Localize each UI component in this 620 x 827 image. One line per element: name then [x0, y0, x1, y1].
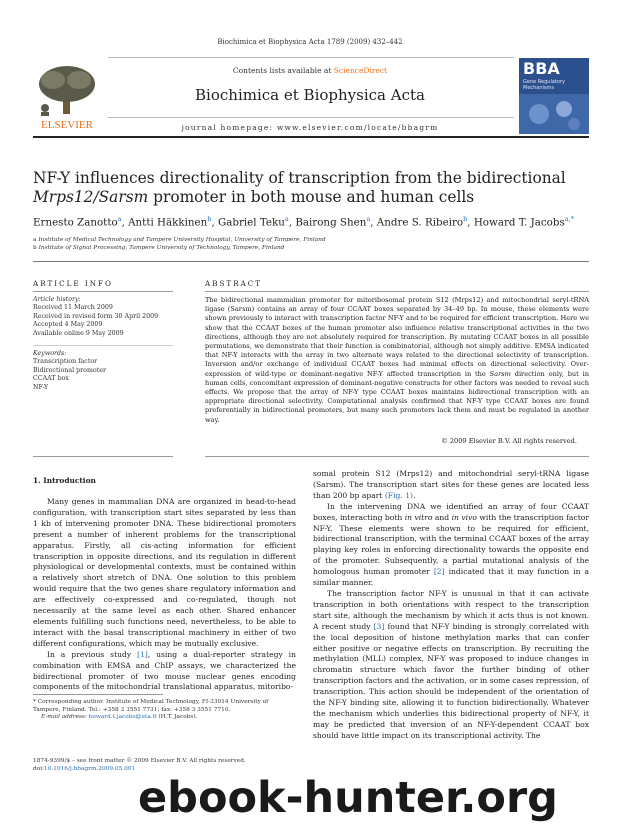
- elsevier-wordmark: ELSEVIER: [41, 119, 93, 131]
- affiliation-text: Institute of Medical Technology and Tampere University Hospital, University of Tampere, Finland: [38, 237, 326, 243]
- text-span: somal protein S12 (Mrps12) and mitochondrial seryl-tRNA ligase (Sarsm). The transcription start sites for these genes are located less than 200 bp apart: [313, 469, 589, 500]
- abstract-part-1: The bidirectional mammalian promoter for mitoribosomal protein S12 (Mrps12) and mitochondrial seryl-tRNA ligase (Sarsm) contains an array of four CCAAT boxes separated by 34–49 bp. In mouse, these elements were shown previously to interact with transcription factor NF-Y and to be required for efficient transcription. Here we show that the CCAAT boxes of the human promoter also influence relative transcriptional activities in the two directions, although they are not absolutely required for transcription. By mutating CCAAT boxes in all possible permutations, we demonstrate that their function is combinatorial, although not simply additive. EMSA indicated that NF-Y interacts with the array in two alternate ways related to the directional selectivity of transcription. Inversion and/or exchange of individual CCAAT boxes had minimal effects on directional selectivity. Over-expression of wild-type or dominant-negative NF-Y affected transcription in the: [205, 296, 589, 378]
- history-item: Available online 9 May 2009: [33, 329, 124, 337]
- reference-link[interactable]: [3]: [373, 621, 385, 631]
- author-affiliation-mark[interactable]: b: [463, 215, 468, 223]
- history-item: Accepted 4 May 2009: [33, 321, 103, 329]
- intro-paragraph-1: Many genes in mammalian DNA are organized in head-to-head configuration, with transcription start sites separated by less than 1 kb of intervening promoter DNA. These bidirectional promoters present a number of inherent problems for the transcriptional apparatus. Firstly, all cis-acting information for efficient transcription in opposite directions, and its regulation in different physiological or developmental contexts, must be contained within a relatively short stretch of DNA. One solution to this problem would require that the two genes share regulatory information and are effectively co-expressed and co-regulated, though not necessarily at the same level as each other. Shared enhancer elements fulfilling such functions need, nevertheless, to be able to interact with the basal transcriptional machinery in either of two different configurations, which may be mutually exclusive.: [33, 497, 296, 648]
- cover-subtitle: Gene Regulatory Mechanisms: [523, 79, 565, 91]
- title-part-1: NF-Y influences directionality of transcription from the bidirectional: [33, 169, 566, 187]
- figure-link[interactable]: (Fig. 1): [384, 490, 413, 500]
- text-span: with the transcription factor NF-Y. These elements were shown to be required for efficient, bidirectional transcription, with the terminal CCAAT boxes of the array playing key roles in enforcing directionality towards the opposite end of the promoter. Subsequently, a partial mutational analysis of the homologous human promoter: [313, 512, 589, 577]
- text-span: indicated that it may function in a similar manner.: [313, 567, 589, 588]
- reference-link[interactable]: [1]: [137, 649, 148, 659]
- contents-prefix: Contents lists available at: [232, 66, 334, 75]
- text-span: In a previous study: [47, 649, 138, 659]
- affiliation-text: Institute of Signal Processing, Tampere University of Technology, Tampere, Finland: [38, 245, 285, 251]
- body-column-right: [313, 469, 589, 742]
- contents-line: [185, 66, 435, 75]
- author-name: Howard T. Jacobs: [473, 216, 565, 229]
- email-label: E-mail address:: [41, 714, 89, 721]
- front-matter-rule-left: [33, 456, 173, 457]
- author-affiliation-mark[interactable]: a,*: [564, 215, 574, 223]
- intro-paragraph-4: [313, 589, 589, 742]
- intro-paragraph-2: [33, 650, 296, 694]
- article-info-rule: [33, 291, 173, 292]
- sciencedirect-link[interactable]: ScienceDirect: [333, 66, 388, 75]
- intro-paragraph-3: [313, 502, 589, 589]
- copyright-notice: © 2009 Elsevier B.V. All rights reserved.: [441, 437, 577, 445]
- author-affiliation-mark[interactable]: a: [284, 215, 289, 223]
- header-thick-rule: [33, 136, 589, 138]
- author-list: Ernesto Zanotto$^a$, Antti Häkkinen$^b$, Gabriel Teku$^a$, Bairong Shen$^a$, Andre S. Ribeiro$^b$, Howard T. Jacobs$^{a,*}$: [33, 215, 574, 229]
- front-matter-rule-right: [205, 456, 589, 457]
- text-span: .: [413, 490, 416, 500]
- abstract-gene-name: Sarsm: [489, 369, 511, 378]
- issn-block: [33, 758, 296, 773]
- footnote-rule: [33, 694, 163, 695]
- author-name: Andre S. Ribeiro: [376, 216, 464, 229]
- author-name: Gabriel Teku: [218, 216, 285, 229]
- elsevier-logo: [33, 62, 101, 132]
- doi-prefix: doi:: [33, 765, 45, 772]
- article-history: [33, 296, 183, 338]
- journal-homepage-link[interactable]: journal homepage: www.elsevier.com/locate/bbagrm: [181, 123, 439, 132]
- site-watermark: ebook-hunter.org: [138, 773, 558, 823]
- text-span: and: [432, 512, 452, 522]
- author-name: Antti Häkkinen: [128, 216, 208, 229]
- body-column-left: [33, 497, 296, 693]
- cover-title: BBA: [523, 59, 560, 78]
- author-affiliation-mark[interactable]: a: [117, 215, 122, 223]
- journal-cover-image: [519, 58, 589, 134]
- introduction-heading: 1. Introduction: [33, 476, 96, 485]
- doi-link[interactable]: 10.1016/j.bbagrm.2009.05.001: [44, 765, 136, 772]
- header-rule-mid: [108, 117, 514, 118]
- abstract-heading: ABSTRACT: [205, 279, 263, 288]
- author-affiliation-mark[interactable]: b: [207, 215, 212, 223]
- history-item: Received in revised form 30 April 2009: [33, 312, 159, 320]
- corresponding-author-footnote: [33, 699, 296, 722]
- keyword-item: CCAAT box: [33, 375, 69, 383]
- affiliation-b: [33, 245, 593, 251]
- keyword-item: Bidirectional promoter: [33, 366, 106, 374]
- intro-paragraph-2-cont: [313, 469, 589, 502]
- text-span: found that NF-Y binding is strongly correlated with the local deposition of histone methylation marks that can confer either positive or negative effects on transcription. By recruiting the methylation (MLL) complex, NF-Y was proposed to induce changes in chromatin structure which favor the further binding of other transcription factors and the activation, or in some cases repression, of transcription. This action should be independent of the orientation of the NF-Y binding site, allowing it to function bidirectionally. Whatever the mechanism which underlies this bidirectional property of NF-Y, it may be predicted that inversion of an NF-Y-dependent CCAAT box should have little impact on its transcriptional activity. The: [313, 621, 590, 740]
- affiliation-label: a: [33, 237, 37, 243]
- author-affiliation-mark[interactable]: a: [366, 215, 371, 223]
- affiliation-a: [33, 237, 593, 243]
- text-span: in vivo: [451, 512, 477, 522]
- header-rule-top: [108, 57, 514, 58]
- article-title: [33, 169, 593, 207]
- keywords: [33, 350, 183, 392]
- text-span: In the intervening DNA we identified an array of four CCAAT boxes, interacting both: [313, 501, 589, 522]
- history-label: Article history:: [33, 296, 81, 303]
- affiliation-label: b: [33, 245, 37, 251]
- history-item: Received 11 March 2009: [33, 304, 113, 312]
- journal-name: Biochimica et Biophysica Acta: [195, 86, 425, 104]
- title-part-2: promoter in both mouse and human cells: [148, 188, 475, 206]
- email-suffix: (H.T. Jacobs).: [156, 714, 198, 721]
- author-name: Ernesto Zanotto: [33, 216, 118, 229]
- abstract-text: [205, 296, 589, 425]
- issn-line: 1874-9399/$ – see front matter © 2009 Elsevier B.V. All rights reserved.: [33, 758, 246, 764]
- affiliation-rule: [33, 261, 589, 262]
- abstract-rule: [205, 291, 589, 292]
- author-name: Bairong Shen: [295, 216, 367, 229]
- keyword-item: NF-Y: [33, 383, 49, 391]
- running-citation: Biochimica et Biophysica Acta 1789 (2009) 432–442: [217, 38, 403, 46]
- corresponding-author-text: * Corresponding author. Institute of Medical Technology, FI-33014 University of Tampere, Finland. Tel.: +358 3 3551 7731; fax: +358 3 3551 7710.: [33, 699, 269, 713]
- reference-link[interactable]: [2]: [433, 567, 445, 577]
- text-span: The transcription factor NF-Y is unusual in that it can activate transcription in both orientations with respect to the transcription start site, although the mechanism by which it acts thus is not known. A recent study: [313, 588, 589, 631]
- text-span: , using a dual-reporter strategy in combination with EMSA and ChIP assays, we characterized the bidirectional promoter of two mouse nuclear genes encoding components of the mitochondrial translational apparatus, mitoribo-: [33, 649, 296, 692]
- text-span: in vitro: [404, 512, 433, 522]
- keyword-item: Transcription factor: [33, 358, 98, 366]
- keywords-rule: [33, 345, 173, 346]
- article-info-heading: ARTICLE INFO: [33, 279, 113, 288]
- abstract-part-2: direction only, but in human cells, concomitant expression of dominant-negative constructs for other factors was needed to reveal such effects. We propose that the array of NF-Y type CCAAT boxes maintains bidirectional transcription with an appropriate directional selectivity. Computational analysis confirmed that NF-Y type CCAAT boxes are found preferentially in bidirectional promoters, but many such promoters lack them and must be regulated in another way.: [205, 369, 589, 424]
- keywords-label: Keywords:: [33, 350, 67, 357]
- email-link[interactable]: howard.t.jacobs@uta.fi: [88, 714, 157, 721]
- title-gene-names: Mrps12/Sarsm: [33, 188, 149, 206]
